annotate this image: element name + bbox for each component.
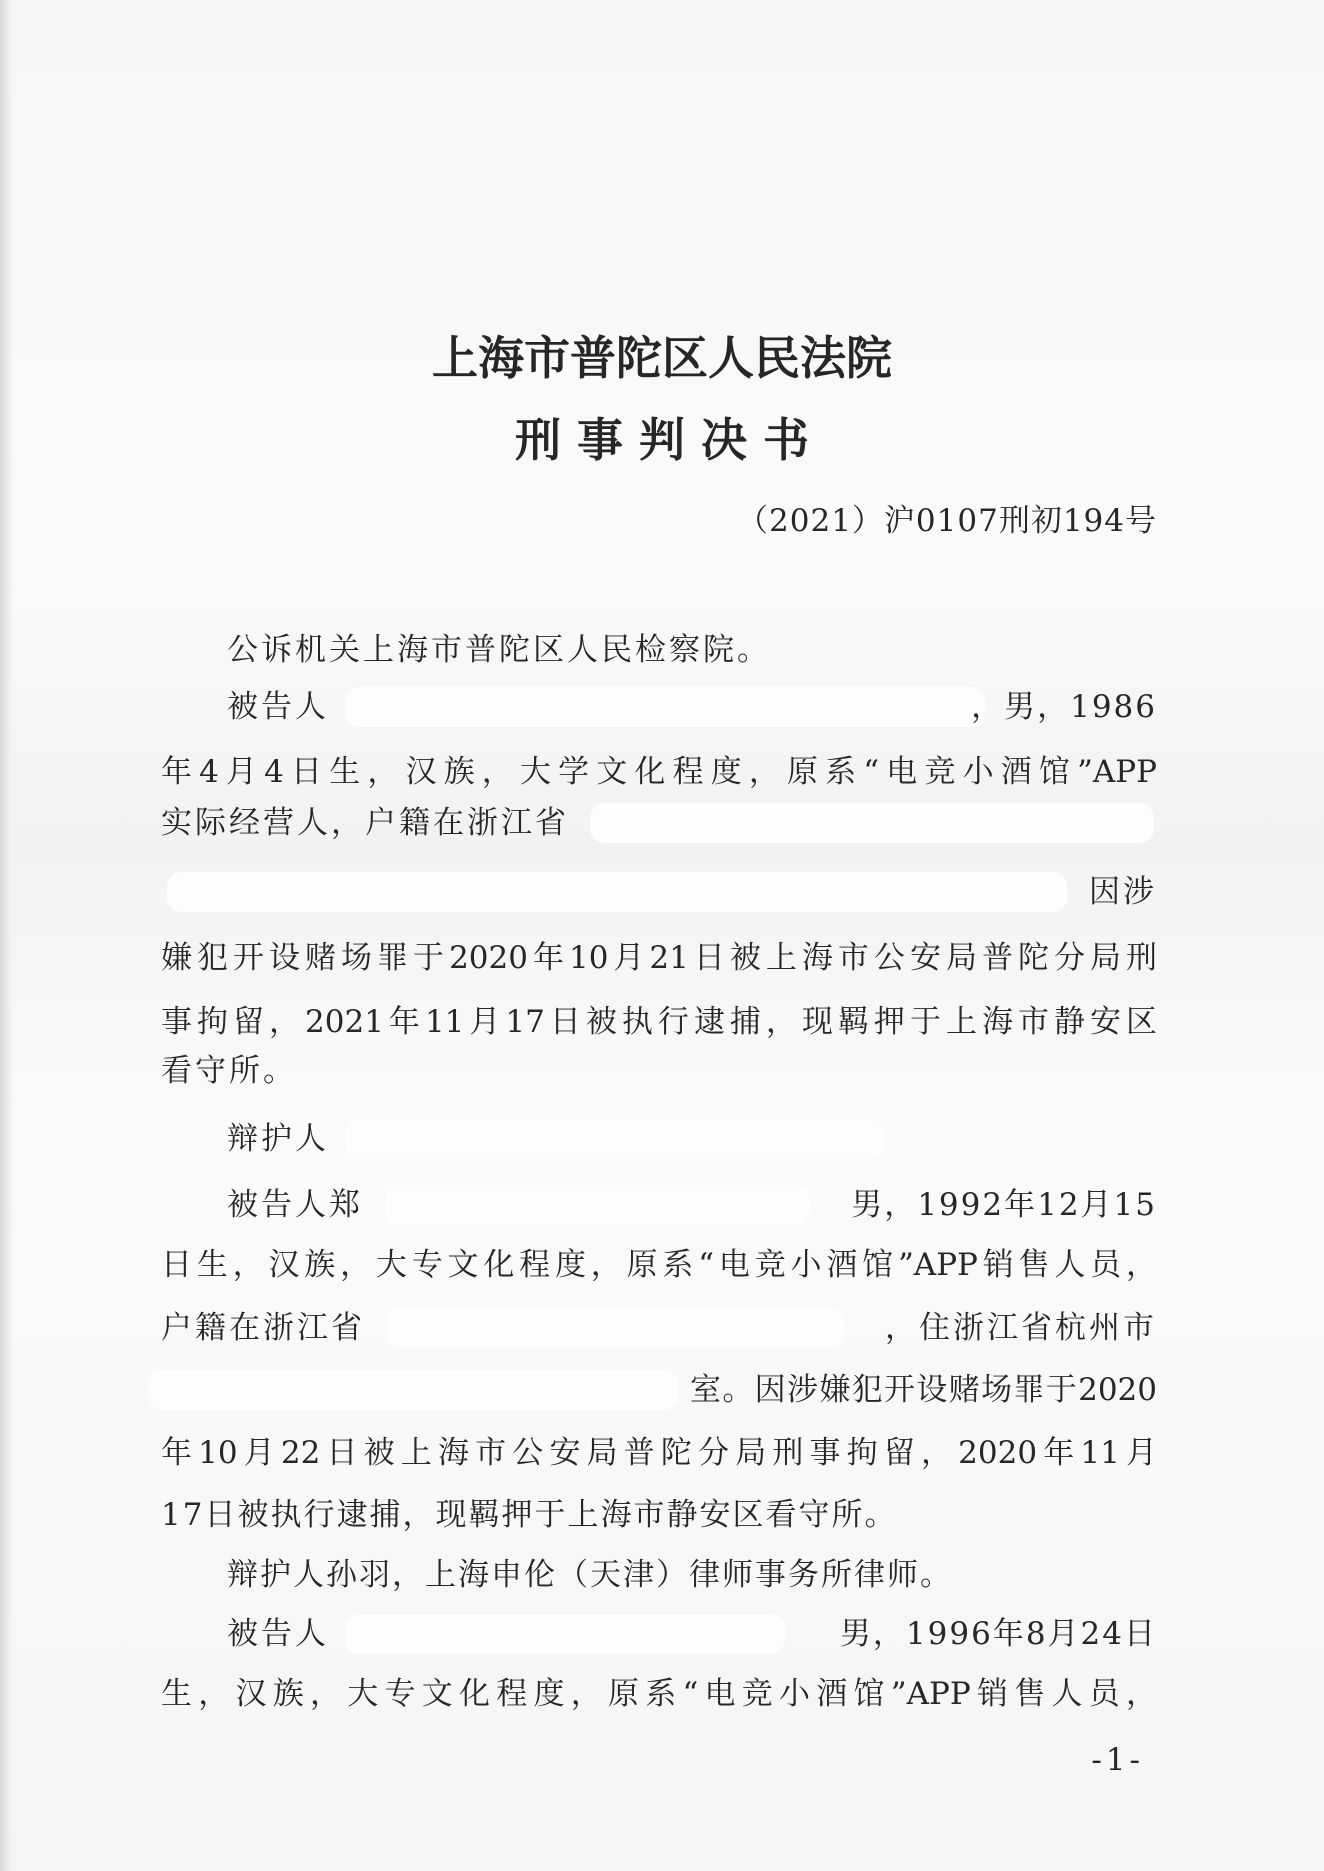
- defender-1-label: 辩护人: [227, 1121, 329, 1157]
- text-line: 生，汉族，大专文化程度，原系“电竞小酒馆”APP销售人员，: [161, 1676, 1157, 1712]
- defendant-1-info: ，男，1986: [971, 689, 1157, 725]
- defendant-3-info: 男，1996年8月24日: [839, 1616, 1157, 1652]
- redaction: [345, 1119, 883, 1159]
- defendant-3-label: 被告人: [227, 1616, 329, 1652]
- defendant-2-info: 男，1992年12月15: [851, 1187, 1157, 1223]
- text-line: 室。因涉嫌犯开设赌场罪于2020: [690, 1372, 1157, 1408]
- redaction: [345, 1614, 785, 1654]
- scan-edge-shadow: [0, 0, 12, 1871]
- court-name: 上海市普陀区人民法院: [432, 331, 892, 385]
- text-line: 户籍在浙江省: [161, 1310, 365, 1346]
- prosecutor-line: 公诉机关上海市普陀区人民检察院。: [227, 632, 771, 668]
- text-line: 事拘留，2021年11月17日被执行逮捕，现羁押于上海市静安区: [161, 1004, 1157, 1040]
- text-line: 因涉: [1089, 874, 1157, 910]
- text-line: 实际经营人，户籍在浙江省: [161, 805, 569, 841]
- case-number: （2021）沪0107刑初194号: [737, 503, 1157, 539]
- text-line: 日生，汉族，大专文化程度，原系“电竞小酒馆”APP销售人员，: [161, 1247, 1157, 1283]
- redaction: [167, 872, 1067, 912]
- redaction: [385, 1185, 810, 1225]
- text-line: ，住浙江省杭州市: [885, 1310, 1157, 1346]
- text-line: 看守所。: [161, 1053, 297, 1089]
- redaction: [345, 687, 985, 727]
- document-title: 刑 事 判 决 书: [514, 413, 810, 467]
- text-line: 17日被执行逮捕，现羁押于上海市静安区看守所。: [161, 1497, 898, 1533]
- text-line: 年4月4日生，汉族，大学文化程度，原系“电竞小酒馆”APP: [161, 754, 1157, 790]
- defendant-2-label: 被告人郑: [227, 1187, 363, 1223]
- page-number: -1-: [1091, 1742, 1144, 1778]
- redaction: [385, 1308, 845, 1348]
- defendant-1-label: 被告人: [227, 689, 329, 725]
- text-line: 嫌犯开设赌场罪于2020年10月21日被上海市公安局普陀分局刑: [161, 940, 1157, 976]
- defender-2-line: 辩护人孙羽，上海申伦（天津）律师事务所律师。: [227, 1557, 953, 1593]
- redaction: [148, 1370, 678, 1410]
- text-line: 年10月22日被上海市公安局普陀分局刑事拘留，2020年11月: [161, 1435, 1157, 1471]
- redaction: [590, 803, 1154, 843]
